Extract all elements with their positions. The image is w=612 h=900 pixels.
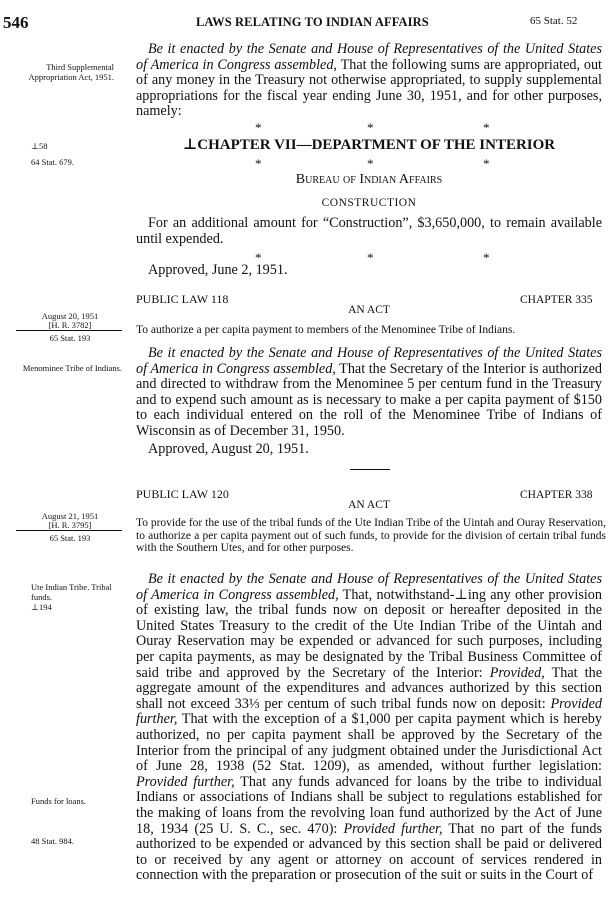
star-separator: * <box>483 120 490 135</box>
appropriation-paragraph: For an additional amount for “Construction”, $3,650,000, to remain available until expended. <box>136 215 602 247</box>
margin-note-act: Third Supplemental Appropriation Act, 1951. <box>28 62 114 82</box>
margin-rule <box>16 330 122 331</box>
margin-note-page-ref: ⊥194 <box>31 602 52 612</box>
running-title: LAWS RELATING TO INDIAN AFFAIRS <box>196 15 429 29</box>
margin-note-stat: 65 Stat. 193 <box>49 533 91 543</box>
public-law-label: PUBLIC LAW 120 <box>136 487 229 501</box>
star-separator: * <box>483 156 490 171</box>
star-separator: * <box>367 250 374 265</box>
approved-line: Approved, August 20, 1951. <box>148 441 309 457</box>
star-separator: * <box>367 120 374 135</box>
subheading: CONSTRUCTION <box>321 197 417 209</box>
chapter-label: CHAPTER 338 <box>520 489 593 501</box>
margin-note-page-ref: ⊥58 <box>31 141 48 151</box>
star-separator: * <box>255 120 262 135</box>
margin-note-bill: [H. R. 3795] <box>48 520 92 530</box>
an-act-heading: AN ACT <box>348 499 390 511</box>
margin-note-date: August 20, 1951 <box>41 311 99 321</box>
star-separator: * <box>255 156 262 171</box>
star-separator: * <box>255 250 262 265</box>
margin-note-stat: 64 Stat. 679. <box>31 157 74 167</box>
chapter-label: CHAPTER 335 <box>520 294 593 306</box>
enacting-paragraph: Be it enacted by the Senate and House of Representatives of the United States of America in Congress assembled, That, notwithstand-⊥ing any other provision of existing law, the tribal funds now on deposit or hereafter deposited in the United States Treasury to the credit of the Ute Indian Tribe of the Uintah and Ouray Reservation may be expended or advanced for such purposes, including per capita payments, as may be designated by the Tribal Business Committee of said tribe and approved by the Secretary of the Interior: Provided, That the aggregate amount of the expenditures and advances authorized by this section shall not exceed 33⅓ per centum of such tribal funds now on deposit: Provided further, That with the exception of a $1,000 per capita payment which is hereby authorized, no per capita payment shall be approved by the Secretary of the Interior from the principal of any judgment obtained under the Jurisdictional Act of June 28, 1938 (52 Stat. 1209), as amended, without further legislation: Provided further, That any funds advanced for loans by the tribe to individual Indians or associations of Indians shall be subject to regulations established for the making of loans from the revolving loan fund authorized by the Act of June 18, 1934 (25 U. S. C., sec. 470): Provided further, That no part of the funds authorized to be expended or advanced by this section shall be paid or delivered to or received by any agent or attorney on account of services rendered in connection with the preparation or prosecution of the suit or suits in the Court of <box>136 571 602 884</box>
enacting-paragraph: Be it enacted by the Senate and House of Representatives of the United States of America in Congress assembled, That the following sums are appropriated, out of any money in the Treasury not otherwise appropriated, to supply supplemental appropriations for the fiscal year ending June 30, 1951, and for other purposes, namely: <box>136 41 602 120</box>
margin-note-subject: Ute Indian Tribe. Tribal funds. <box>31 582 112 602</box>
an-act-heading: AN ACT <box>348 304 390 316</box>
enacting-paragraph: Be it enacted by the Senate and House of Representatives of the United States of America in Congress assembled, That the Secretary of the Interior is authorized and directed to withdraw from the Menominee 5 per centum fund in the Treasury and to expend such amount as is necessary to make a per capita payment of $150 to each individual entered on the roll of the Menominee Tribe of Indians of Wisconsin as of December 31, 1950. <box>136 345 603 439</box>
margin-note-stat: 65 Stat. 193 <box>49 333 91 343</box>
public-law-label: PUBLIC LAW 118 <box>136 292 229 306</box>
margin-note-date: August 21, 1951 <box>41 511 99 521</box>
act-purpose: To provide for the use of the tribal funds of the Ute Indian Tribe of the Uintah and Ouray Reservation, to authorize a per capita payment out of such funds, to provide for the division of certain tribal funds with the Southern Utes, and for other purposes. <box>136 517 606 554</box>
margin-note-bill: [H. R. 3782] <box>48 320 92 330</box>
star-separator: * <box>483 250 490 265</box>
stat-citation: 65 Stat. 52 <box>530 15 578 27</box>
approved-line: Approved, June 2, 1951. <box>148 262 288 278</box>
chapter-heading: ⊥CHAPTER VII—DEPARTMENT OF THE INTERIOR <box>182 137 556 153</box>
margin-note-subject: Funds for loans. <box>31 796 87 806</box>
margin-note-stat: 48 Stat. 984. <box>31 836 74 846</box>
bureau-heading: Bureau of Indian Affairs <box>295 172 443 187</box>
margin-rule <box>16 530 122 531</box>
act-purpose: To authorize a per capita payment to members of the Menominee Tribe of Indians. <box>136 324 516 336</box>
section-divider <box>350 469 390 470</box>
margin-note-subject: Menominee Tribe of Indians. <box>22 363 122 373</box>
page-number: 546 <box>3 13 29 32</box>
star-separator: * <box>367 156 374 171</box>
